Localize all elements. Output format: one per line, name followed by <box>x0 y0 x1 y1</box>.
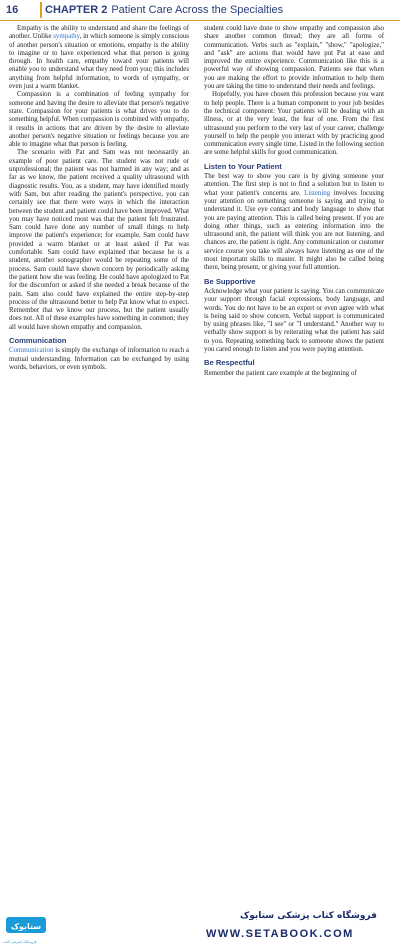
term-listening: Listening <box>304 189 331 197</box>
right-column <box>204 25 384 378</box>
page-header <box>0 0 400 22</box>
chapter-label: CHAPTER 2 <box>45 4 108 16</box>
paragraph-empathy <box>9 25 189 91</box>
store-name: فروشگاه کتاب پزشکی ستابوک <box>240 911 377 921</box>
paragraph-communication <box>9 347 189 372</box>
empathy-text: Empathy is the ability to understand and share the feelings of another. Unlike sympathy, in which someone is simply conscious of another person's situation or emotions, empathy is the ability to imagine or to have experienced what that person is going through. In health care, empathy toward your patients will enable you to understand what they need from you; this includes anything from helpful information, to words of sympathy, or even just a warm blanket. <box>9 25 189 91</box>
header-rule <box>0 20 400 21</box>
communication-text: is simply the exchange of information to reach a mutual understanding. Information can be exchanged by using words, behaviors, or even symbols. <box>9 347 189 371</box>
term-sympathy: sympathy <box>53 33 80 41</box>
paragraph-scenario: The scenario with Pat and Sam was not necessarily an example of poor patient care. The student was not rude or unprofessional; the patient was not harmed in any way; and as far as we know, the patient received a quality ultrasound with diagnostic results. You, as a student, may have identified mostly with Sam, but after reading the patient's perspective, you can certainly see that there were ways in which the interaction between the student and patient could have been improved. What you may have noticed most was that the patient felt frustrated. Sam could have done any number of small things to help improve the patient's experience; for example, Sam could have provided a warm blanket or at least asked if Pat was comfortable. Sam could have explained that because he is a student, another sonographer would be repeating some of the process. Sam could have shown concern by periodically asking the patient how she was feeling. He could have apologized to Pat for the discomfort or asked if she needed a break because of the pain. Sam also could have explained the entire step-by-step process of the ultrasound better to help Pat know what to expect. Remember that we know our process, but the patient usually does not. All of these examples have something in common; they all would have shown empathy and compassion. <box>9 149 189 331</box>
paragraph-hopefully: Hopefully, you have chosen this profession because you want to help people. There is a human component to your job besides the technical component: Your patients will be dealing with an illness, or at the very least, the fear of one. From the first ultrasound you perform to the very last of your career, challenge yourself to help the people you interact with by practicing good communication every single time. Listed in the following section are some helpful skills for good communication. <box>204 91 384 157</box>
running-head <box>45 4 283 16</box>
watermark-footer <box>0 452 400 944</box>
heading-supportive: Be Supportive <box>204 276 256 286</box>
term-communication: Communication <box>9 347 54 355</box>
paragraph-continued: student could have done to show empathy and compassion also share another common thread; they are all forms of communication. Verbs such as "explain," "show," "apologize," and "ask" are actions that would have put Pat at ease and improved the entire experience. Communication like this is a powerful way of showing compassion. Patients see that when you are making the effort to provide information to help them you are taking the time to understand their needs and feelings. <box>204 25 384 91</box>
header-divider <box>40 2 42 18</box>
paragraph-supportive: Acknowledge what your patient is saying. You can communicate your support through facial expressions, body language, and words. You do not have to be an expert or even agree with what is being said to show concern. Verbal support is communicated by using phrases like, "I see" or "I understand." Another way to verbally show support is by reiterating what the patient has said to you. Repeating something back to someone shows the patient you cared enough to listen and you were paying attention. <box>204 287 384 353</box>
paragraph-listen: The best way to show you care is by giving someone your attention. The first step is not to find a solution but to listen to what your patient's concerns are. Listening involves focusing your attention on something someone is saying and trying to understand it. Use eye contact and body language to show that you are paying attention. This is called being present. If you are doing other things, such as entering information into the ultrasound unit, the patient will think you are not listening, and chances are, the patient is right. Any communication or customer service course you take will always have listening as one of the most important skills to master. It might also be called being there, being present, or giving your full attention. <box>204 173 384 272</box>
heading-communication: Communication <box>9 335 67 345</box>
paragraph-compassion: Compassion is a combination of feeling sympathy for someone and having the desire to alleviate that person's negative state. Compassion for your patients is what drives you to do something helpful. When compassion is combined with empathy, it results in actions that are driven by the desire to alleviate another person's negative situation or feelings because you are able to imagine what that person is feeling. <box>9 91 189 149</box>
logo-text: ستابوک <box>10 922 42 931</box>
page-number: 16 <box>6 4 19 16</box>
heading-listen: Listen to Your Patient <box>204 161 282 171</box>
left-column <box>9 25 189 372</box>
paragraph-respectful: Remember the patient care example at the beginning of <box>204 369 357 377</box>
logo-caption: فروشگاه اینترنتی کتاب <box>3 940 37 944</box>
setabook-logo <box>4 911 48 939</box>
website-link[interactable]: WWW.SETABOOK.COM <box>206 928 354 940</box>
heading-respectful: Be Respectful <box>204 358 255 368</box>
chapter-title: Patient Care Across the Specialties <box>111 4 284 16</box>
